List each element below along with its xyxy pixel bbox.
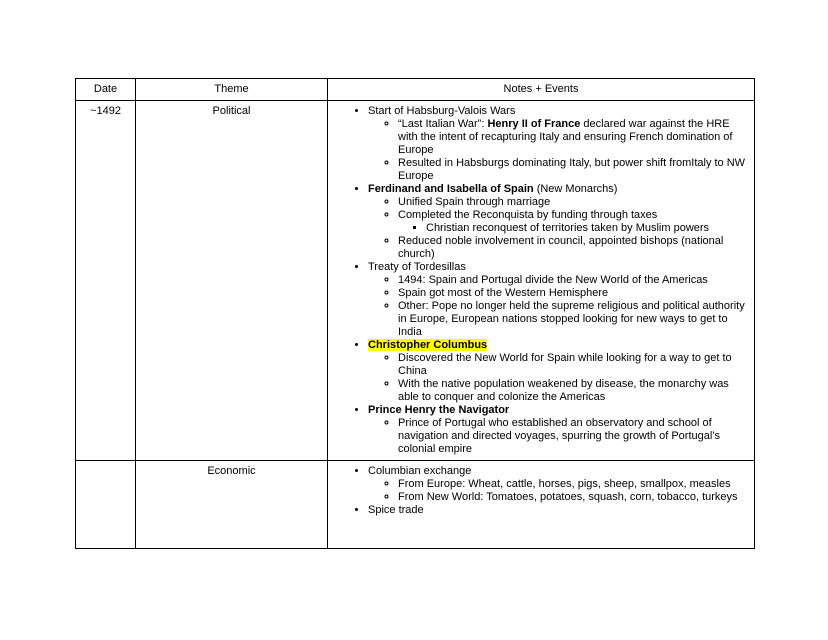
note-item-henry [368,404,748,456]
note-item-tordesillas [368,261,748,339]
sub-list [368,478,748,504]
sub-list [368,274,748,339]
note-text-bold: Henry II of France [487,118,581,130]
note-item-spice-trade [368,504,748,517]
note-text: Resulted in Habsburgs dominating Italy, but power shift fromItaly to NW Europe [398,157,746,182]
history-notes-table [75,78,755,549]
note-text: With the native population weakened by disease, the monarchy was able to conquer and colonize the Americas [398,378,729,403]
table-row-political [76,101,755,461]
date-cell: ~1492 [76,101,136,461]
note-text: Unified Spain through marriage [398,196,551,208]
note-item [398,196,748,209]
note-text: Treaty of Tordesillas [368,261,466,273]
note-text: From New World: Tomatoes, potatoes, squash, corn, tobacco, turkeys [398,491,738,503]
notes-cell [328,461,755,549]
sub-list [368,352,748,404]
note-item [398,491,748,504]
notes-list [334,465,748,517]
notes-cell [328,101,755,461]
note-text-bold: Ferdinand and Isabella of Spain [368,183,534,195]
column-header-notes: Notes + Events [328,79,755,101]
note-text: Completed the Reconquista by funding through taxes [398,209,658,221]
sub-sub-list [398,222,748,235]
note-item [398,378,748,404]
note-text: Spain got most of the Western Hemisphere [398,287,609,299]
highlighted-text: Christopher Columbus [368,339,488,351]
table-row-economic [76,461,755,549]
column-header-theme: Theme [136,79,328,101]
note-item [398,274,748,287]
note-text: Discovered the New World for Spain while looking for a way to get to China [398,352,732,377]
note-item [398,118,748,157]
note-item [398,300,748,339]
note-item [398,287,748,300]
note-item [398,478,748,491]
note-text: From Europe: Wheat, cattle, horses, pigs, sheep, smallpox, measles [398,478,731,490]
notes-list [334,105,748,456]
note-text: Prince of Portugal who established an observatory and school of navigation and directed voyages, spurring the growth of Portugal’s colonial empire [398,417,721,455]
note-text: Start of Habsburg-Valois Wars [368,105,516,117]
date-cell [76,461,136,549]
note-text: Christian reconquest of territories taken by Muslim powers [426,222,710,234]
note-text: Reduced noble involvement in council, appointed bishops (national church) [398,235,724,260]
theme-cell: Political [136,101,328,461]
note-item [398,235,748,261]
note-item-columbus [368,339,748,404]
table-header-row [76,79,755,101]
note-item [426,222,748,235]
sub-list [368,118,748,183]
note-item [398,157,748,183]
note-text: “Last Italian War”: [398,118,488,130]
note-item-habsburg [368,105,748,183]
note-text-bold: Prince Henry the Navigator [368,404,510,416]
note-text: Columbian exchange [368,465,472,477]
sub-list [368,417,748,456]
note-text: 1494: Spain and Portugal divide the New World of the Americas [398,274,708,286]
note-item-columbian-exchange [368,465,748,504]
note-text: Spice trade [368,504,424,516]
sub-list [368,196,748,261]
note-text: declared war against the HRE with the intent of recapturing Italy and ensuring French domination of Europe [398,118,733,156]
note-text: (New Monarchs) [533,183,618,195]
note-item [398,417,748,456]
column-header-date: Date [76,79,136,101]
theme-cell: Economic [136,461,328,549]
note-text: Other: Pope no longer held the supreme religious and political authority in Europe, European nations stopped looking for new ways to get to India [398,300,745,338]
note-item-ferdinand [368,183,748,261]
note-item [398,209,748,235]
note-item [398,352,748,378]
